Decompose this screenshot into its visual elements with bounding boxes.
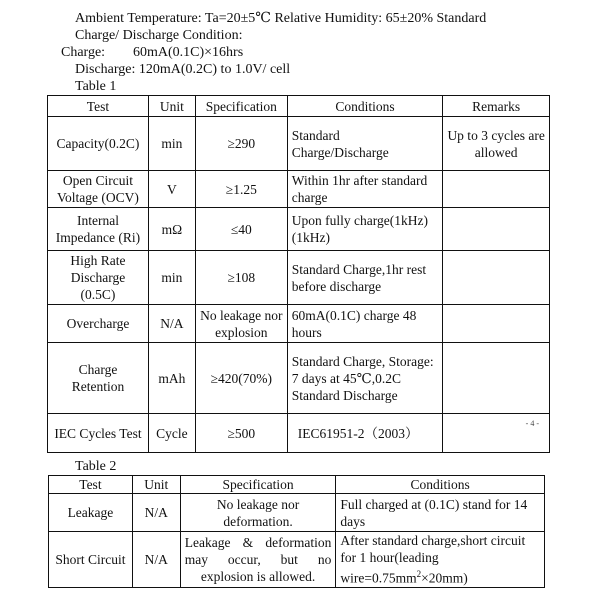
unit-cell: mΩ xyxy=(148,208,195,251)
spec-cell: ≥500 xyxy=(195,414,287,453)
conditions-cell: Within 1hr after standard charge xyxy=(287,171,443,208)
page-number: - 4 - xyxy=(525,419,539,428)
conditions-cell: Standard Charge, Storage: 7 days at 45℃,0.2C Standard Discharge xyxy=(287,343,443,414)
remarks-cell: Up to 3 cycles are allowed xyxy=(443,117,550,171)
conditions-cell: Full charged at (0.1C) stand for 14 days xyxy=(336,494,545,532)
column-header-unit: Unit xyxy=(148,96,195,117)
table-row xyxy=(48,251,550,305)
table-row xyxy=(48,414,550,453)
conditions-cell: Standard Charge,1hr rest before discharge xyxy=(287,251,443,305)
column-header-test: Test xyxy=(48,96,149,117)
superscript-two: 2 xyxy=(416,569,422,580)
test-cell: Internal Impedance (Ri) xyxy=(48,208,149,251)
column-header-remarks: Remarks xyxy=(443,96,550,117)
conditions-cell: IEC61951-2（2003） xyxy=(287,414,443,453)
conditions-text: After standard charge,short circuit for 1 hour(leading wire=0.75mm xyxy=(340,533,526,586)
test-cell: Charge Retention xyxy=(48,343,149,414)
table1-caption: Table 1 xyxy=(75,79,117,94)
test-cell: IEC Cycles Test xyxy=(48,414,149,453)
remarks-cell xyxy=(443,171,550,208)
remarks-cell xyxy=(443,414,550,453)
test-cell: High Rate Discharge (0.5C) xyxy=(48,251,149,305)
spec-cell: No leakage nor explosion xyxy=(195,305,287,343)
conditions-cell: 60mA(0.1C) charge 48 hours xyxy=(287,305,443,343)
test-cell: Capacity(0.2C) xyxy=(48,117,149,171)
column-header-conditions: Conditions xyxy=(336,476,545,494)
test-cell: Short Circuit xyxy=(49,532,133,588)
column-header-unit: Unit xyxy=(132,476,180,494)
column-header-specification: Specification xyxy=(180,476,336,494)
table-row xyxy=(48,208,550,251)
unit-cell: N/A xyxy=(148,305,195,343)
table-2 xyxy=(48,475,545,588)
unit-cell: N/A xyxy=(132,532,180,588)
unit-cell: Cycle xyxy=(148,414,195,453)
spec-cell: ≤40 xyxy=(195,208,287,251)
charge-line xyxy=(61,44,243,61)
spec-cell: Leakage & deformation may occur, but no explosion is allowed. xyxy=(180,532,336,588)
unit-cell: min xyxy=(148,117,195,171)
discharge-line: Discharge: 120mA(0.2C) to 1.0V/ cell xyxy=(75,62,291,77)
table-row xyxy=(48,117,550,171)
conditions-cell: Upon fully charge(1kHz) (1kHz) xyxy=(287,208,443,251)
table-1-header-row xyxy=(48,96,550,117)
test-cell: Overcharge xyxy=(48,305,149,343)
table-row xyxy=(48,343,550,414)
remarks-cell xyxy=(443,305,550,343)
table-row xyxy=(48,171,550,208)
column-header-test: Test xyxy=(49,476,133,494)
column-header-conditions: Conditions xyxy=(287,96,443,117)
table-2-header-row xyxy=(49,476,545,494)
charge-value: 60mA(0.1C)×16hrs xyxy=(133,45,244,60)
table-row xyxy=(49,494,545,532)
table2-caption: Table 2 xyxy=(75,459,117,474)
table-row xyxy=(49,532,545,588)
spec-cell: ≥290 xyxy=(195,117,287,171)
unit-cell: V xyxy=(148,171,195,208)
conditions-cell xyxy=(336,532,545,588)
remarks-cell xyxy=(443,251,550,305)
spec-cell: ≥420(70%) xyxy=(195,343,287,414)
condition-heading: Charge/ Discharge Condition: xyxy=(75,28,243,43)
conditions-tail: ×20mm) xyxy=(421,570,468,586)
conditions-cell: Standard Charge/Discharge xyxy=(287,117,443,171)
column-header-specification: Specification xyxy=(195,96,287,117)
unit-cell: N/A xyxy=(132,494,180,532)
table-row xyxy=(48,305,550,343)
charge-label: Charge: xyxy=(61,45,106,60)
unit-cell: mAh xyxy=(148,343,195,414)
test-cell: Open Circuit Voltage (OCV) xyxy=(48,171,149,208)
remarks-cell xyxy=(443,208,550,251)
unit-cell: min xyxy=(148,251,195,305)
spec-cell: ≥1.25 xyxy=(195,171,287,208)
test-cell: Leakage xyxy=(49,494,133,532)
table-1 xyxy=(47,95,550,453)
remarks-cell xyxy=(443,343,550,414)
ambient-line: Ambient Temperature: Ta=20±5℃ Relative Humidity: 65±20% Standard xyxy=(75,11,487,26)
spec-cell: ≥108 xyxy=(195,251,287,305)
spec-cell: No leakage nor deformation. xyxy=(180,494,336,532)
